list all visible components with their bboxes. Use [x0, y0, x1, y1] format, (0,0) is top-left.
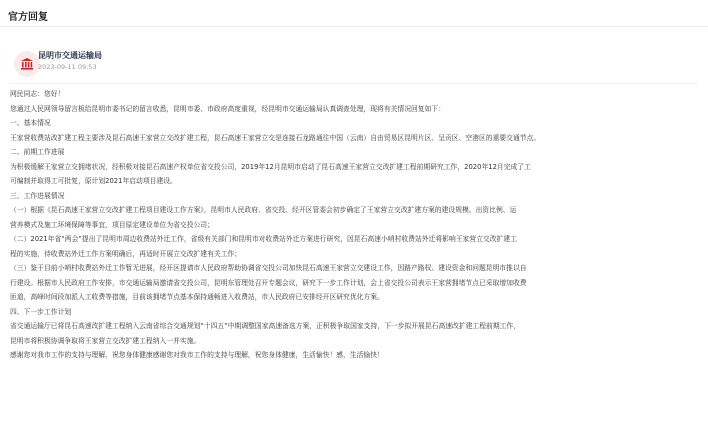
- section-title: 官方回复: [8, 12, 48, 23]
- reply-line: 昆明市将积极协调争取将王家营立交改扩建工程纳入一并实施。: [10, 336, 201, 345]
- reply-line: 营养模式及施工环境保障等事宜，项目原定建设单位为省交投公司；: [10, 220, 214, 229]
- reply-line: （一）根据《昆石高速王家营立交改扩建工程项目建设工作方案》，昆明市人民政府、省交投、经开区管委会初步确定了王家营立交改扩建方案的建设规模、出资比例、运: [10, 206, 517, 214]
- org-name[interactable]: 昆明市交通运输局: [38, 51, 102, 60]
- reply-line: 感谢您对我市工作的支持与理解，祝您身体健康感谢您对我市工作的支持与理解，祝您身体健康，生活愉快！感，生活愉快！: [10, 351, 384, 359]
- reply-line: （三）鉴于目前小哨村收费站外迁工作暂无进展，经开区提请市人民政府帮助协调省交投公司加快昆石高速王家营立交建设工作，因路产路权、建设资金和问题昆明市推以自: [10, 264, 527, 272]
- reply-content: [10, 83, 698, 363]
- reply-line: 网民同志：您好！: [10, 90, 65, 98]
- reply-line: 您通过人民网领导留言板给昆明市委书记的留言收悉，昆明市委、市政府高度重视，经昆明市交通运输局认真调查处理，现将有关情况回复如下：: [10, 104, 445, 113]
- reply-line: （二）2021年省“两会”提出了昆明市周边收费站外迁工作，省级有关部门和昆明市对收费站外迁方案进行研究，因昆石高速小哨村收费站外迁将影响王家营立交改扩建工: [10, 235, 517, 243]
- government-building-icon: [20, 57, 34, 71]
- reply-line: 四、下一步工作计划: [10, 307, 72, 316]
- reply-date: 2023-09-11 09:53: [38, 63, 97, 71]
- header-divider: [0, 26, 708, 27]
- reply-line: 二、前期工作进展: [10, 148, 65, 156]
- reply-line: 匝道，高峰时间段加派人工收费等措施，目前该拥堵节点基本保持通畅进入收费站，市人民政府已安排经开区研究优化方案。: [10, 293, 384, 301]
- reply-line: 王家营收费站改扩建工程主要涉及昆石高速王家营立交改扩建工程，昆石高速王家营立交是连接石龙路通往中国（云南）自由贸易区昆明片区、呈贡区、空港区的重要交通节点。: [10, 133, 541, 142]
- reply-line: 一、基本情况: [10, 119, 51, 127]
- reply-line: 可编制并取得工可批复，原计划2021年启动项目建设。: [10, 177, 177, 185]
- avatar: [14, 51, 40, 77]
- reply-line: 程的实施，待收费站外迁工作方案明确后，再适时开展立交改扩建有关工作；: [10, 249, 242, 258]
- reply-line: 三、工作进展情况: [10, 191, 65, 200]
- reply-line: 为积极缓解王家营立交拥堵状况，经积极对接昆石高速产权单位省交投公司，2019年12月昆明市启动了昆石高速王家营立交改扩建工程前期研究工作，2020年12月完成了工: [10, 162, 531, 171]
- reply-line: 行建设。根据市人民政府工作安排，市交通运输局邀请省交投公司，昆明东管理处召开专题会议，研究下一步工作计划，会上省交投公司表示王家营拥堵节点已采取增加收费: [10, 278, 527, 287]
- reply-line: 省交通运输厅已将昆石高速改扩建工程纳入云南省综合交通规划“十四五”中期调整国家高速备选方案，正积极争取国家支持，下一步拟开展昆石高速改扩建工程前期工作，: [10, 322, 521, 330]
